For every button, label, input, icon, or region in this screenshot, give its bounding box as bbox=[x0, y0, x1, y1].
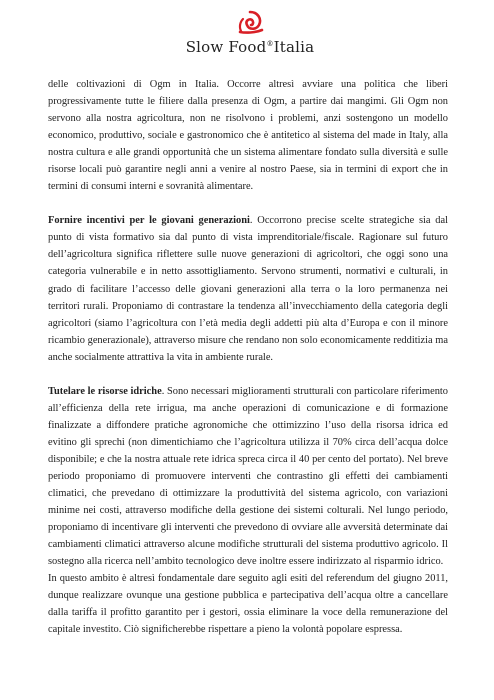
paragraph-ogm: delle coltivazioni di Ogm in Italia. Occorre altresì avviare una politica che liberi progressivamente tutte le filiere dalla presenza di Ogm, a partire dai mangimi. Gli Ogm non servono alla nostra agricoltura, non ne risolvono i problemi, anzi sostengono un modello economico, produttivo, sociale e gastronomico che è antitetico al sistema del made in Italy, alla nostra cultura e alle grandi opportunità che un sistema alimentare fondato sulla diversità e sulle risorse locali può garantire negli anni a venire al nostro Paese, sia in termini di export che in termini di consumi interni e sovranità alimentare. bbox=[48, 79, 448, 193]
paragraph-risorse-idriche: Tutelare le risorse idriche. Sono necessari miglioramenti strutturali con particolare riferimento all’efficienza della rete irrigua, ma anche operazioni di comunicazione e di formazione finalizzate a diffondere pratiche agronomiche che ottimizzino l’uso della risorsa idrica ed evitino gli sprechi (non dimentichiamo che l’agricoltura utilizza il 70% circa dell’acqua dolce disponibile; e che la nostra attuale rete idrica spreca circa il 40 per cento del portato). Nel breve periodo proponiamo di promuovere interventi che contrastino gli effetti dei cambiamenti climatici, che prevedano di ottimizzare la produttività del sistema agricolo, con variazioni minime nei costi, attraverso modifiche della gestione dei sistemi colturali. Nel lungo periodo, proponiamo di incentivare gli interventi che prevedono di ovviare alle avversità determinate dai cambiamenti climatici attraverso alcune modifiche strutturali del sistema produttivo agricolo. Il sostegno alla ricerca nell’ambito tecnologico deve inoltre essere indirizzato al risparmio idrico. bbox=[48, 385, 448, 568]
slow-food-logo bbox=[160, 10, 340, 70]
document-body bbox=[48, 76, 448, 638]
section-heading: Tutelare le risorse idriche bbox=[48, 385, 162, 397]
snail-icon bbox=[235, 10, 265, 36]
paragraph-referendum: In questo ambito è altresì fondamentale dare seguito agli esiti del referendum del giugno 2011, dunque realizzare ovunque una gestione pubblica e partecipativa dell’acqua oltre a cancellare dalla tariffa il profitto garantito per i gestori, ossia eliminare la voce della remunerazione del capitale investito. Ciò significherebbe rispettare a pieno la volontà popolare espressa. bbox=[48, 573, 448, 636]
paragraph-giovani-generazioni: Fornire incentivi per le giovani generazioni. Occorrono precise scelte strategiche sia dal punto di vista formativo sia dal punto di vista imprenditoriale/fiscale. Ragionare sul futuro dell’agricoltura significa riflettere sulle nuove generazioni di agricoltori, che oggi sono una categoria vulnerabile e in netto assottigliamento. Servono strumenti, normativi e culturali, in grado di facilitare l’accesso delle giovani generazioni alla terra o la loro permanenza nei territori rurali. Proponiamo di contrastare la tendenza all’invecchiamento della categoria degli agricoltori (siamo l’agricoltura con l’età media degli addetti più alta d’Europa e con il minore ricambio generazionale), attraverso misure che rendano non solo economicamente redditizia ma anche socialmente attrattiva la vita in ambiente rurale. bbox=[48, 215, 448, 363]
brand-name: Slow Food®Italia bbox=[185, 38, 315, 56]
section-heading: Fornire incentivi per le giovani generazioni bbox=[48, 215, 250, 227]
